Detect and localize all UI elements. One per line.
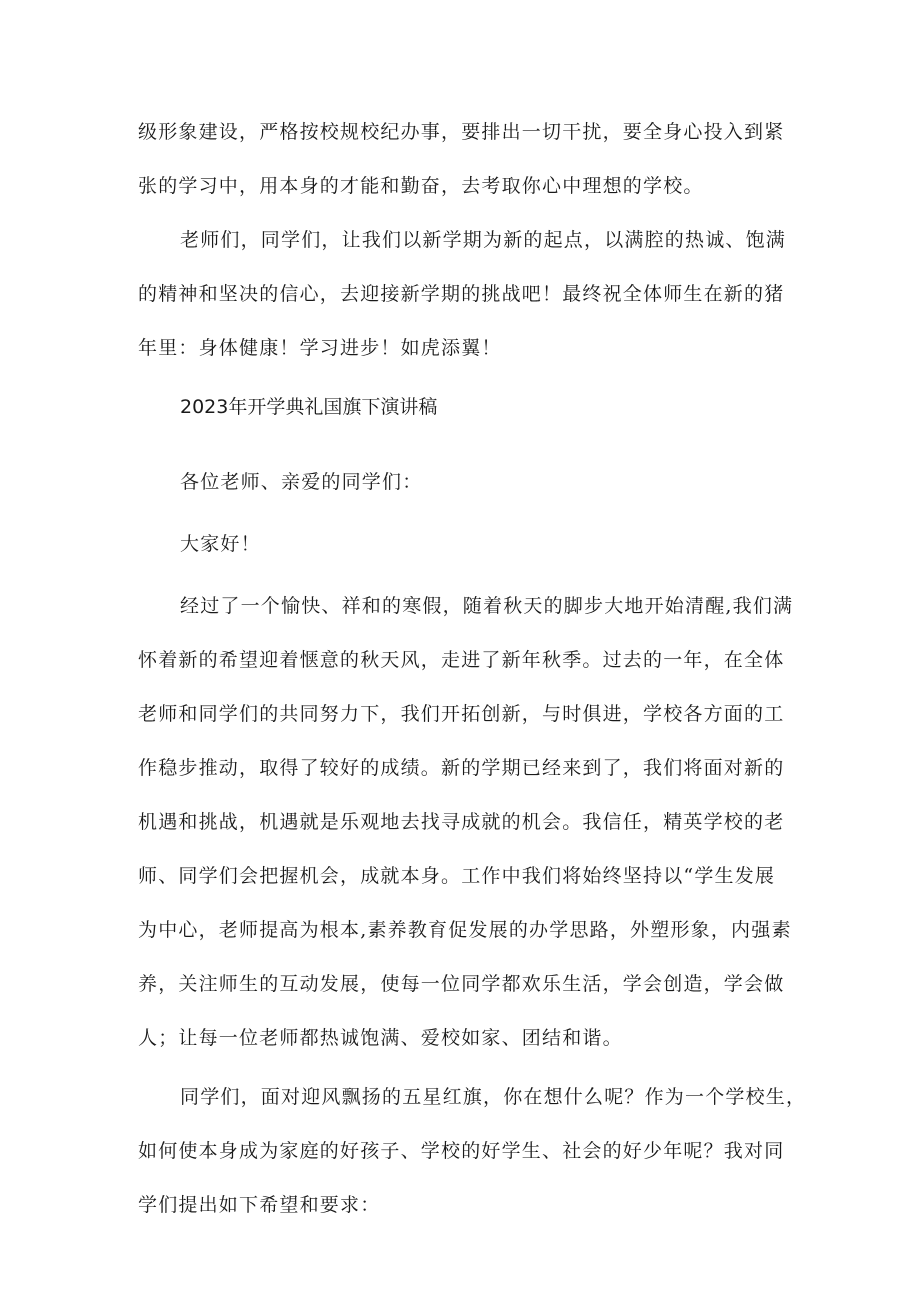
speech-title: 2023年开学典礼国旗下演讲稿 [180, 396, 438, 418]
greeting-block [138, 517, 798, 571]
greeting: 大家好！ [180, 533, 261, 555]
salutation: 各位老师、亲爱的同学们： [180, 471, 423, 493]
paragraph-4-line: 学们提出如下希望和要求： [138, 1194, 381, 1216]
paragraph-2 [138, 213, 798, 375]
paragraph-3-line: 老师和同学们的共同努力下，我们开拓创新，与时俱进，学校各方面的工 [138, 703, 785, 725]
paragraph-2-line: 年里：身体健康！学习进步！如虎添翼！ [138, 337, 502, 359]
paragraph-1 [138, 105, 798, 213]
paragraph-2-line: 老师们，同学们，让我们以新学期为新的起点，以满腔的热诚、饱满 [180, 229, 787, 251]
paragraph-3-line: 养，关注师生的互动发展，使每一位同学都欢乐生活，学会创造，学会做 [138, 973, 785, 995]
paragraph-3 [138, 579, 798, 1065]
paragraph-4 [138, 1070, 807, 1232]
paragraph-4-line: 同学们，面对迎风飘扬的五星红旗，你在想什么呢？作为一个学校生， [180, 1086, 807, 1108]
paragraph-4-line: 如何使本身成为家庭的好孩子、学校的好学生、社会的好少年呢？我对同 [138, 1140, 785, 1162]
paragraph-3-line: 机遇和挑战，机遇就是乐观地去找寻成就的机会。我信任，精英学校的老 [138, 811, 785, 833]
paragraph-3-line: 师、同学们会把握机会，成就本身。工作中我们将始终坚持以“学生发展 [138, 865, 776, 887]
paragraph-2-line: 的精神和坚决的信心，去迎接新学期的挑战吧！最终祝全体师生在新的猪 [138, 283, 785, 305]
paragraph-3-line: 作稳步推动，取得了较好的成绩。新的学期已经来到了，我们将面对新的 [138, 757, 785, 779]
paragraph-3-line: 人；让每一位老师都热诚饱满、爱校如家、团结和谐。 [138, 1027, 623, 1049]
paragraph-1-line: 级形象建设，严格按校规校纪办事，要排出一切干扰，要全身心投入到紧 [138, 121, 785, 143]
paragraph-1-line: 张的学习中，用本身的才能和勤奋，去考取你心中理想的学校。 [138, 175, 704, 197]
salutation-block [138, 455, 798, 509]
paragraph-3-line: 怀着新的希望迎着惬意的秋天风，走进了新年秋季。过去的一年，在全体 [138, 649, 785, 671]
paragraph-3-line: 经过了一个愉快、祥和的寒假，随着秋天的脚步大地开始清醒,我们满 [180, 595, 794, 617]
paragraph-3-line: 为中心，老师提高为根本,素养教育促发展的办学思路，外塑形象，内强素 [138, 919, 792, 941]
